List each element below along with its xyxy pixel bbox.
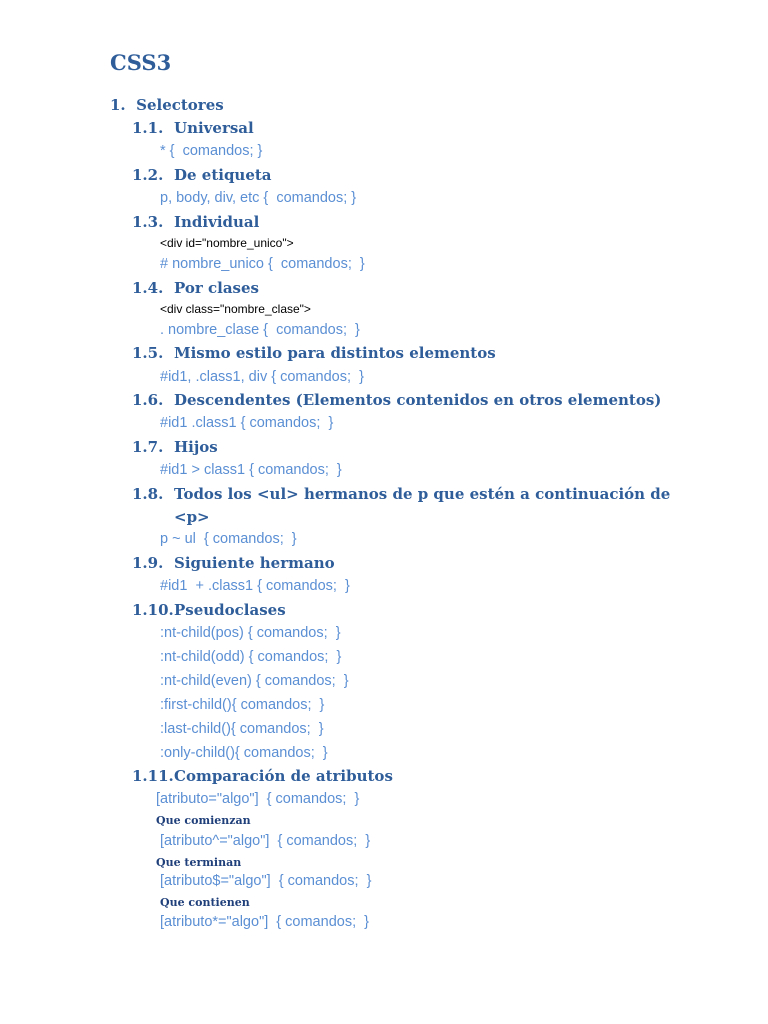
heading-label-continuation: <p> — [174, 508, 210, 526]
code-line: # nombre_unico { comandos; } — [160, 256, 365, 272]
heading-label: Hijos — [174, 438, 218, 456]
heading-label: De etiqueta — [174, 166, 272, 184]
note-label: Que contienen — [160, 896, 250, 909]
heading-label: Todos los <ul> hermanos de p que estén a continuación de — [174, 485, 671, 503]
section-heading — [110, 96, 224, 114]
heading-1-6 — [132, 391, 661, 409]
code-line: #id1 + .class1 { comandos; } — [160, 578, 350, 594]
heading-number: 1.9. — [132, 554, 164, 572]
code-line: [atributo^="algo"] { comandos; } — [160, 833, 371, 849]
heading-label: Individual — [174, 213, 260, 231]
code-line: [atributo*="algo"] { comandos; } — [160, 914, 369, 930]
document-title: CSS3 — [110, 50, 172, 75]
heading-label: Universal — [174, 119, 254, 137]
code-line: :nt-child(odd) { comandos; } — [160, 649, 342, 665]
heading-label: Comparación de atributos — [174, 767, 393, 785]
code-line: #id1, .class1, div { comandos; } — [160, 369, 364, 385]
code-line: #id1 > class1 { comandos; } — [160, 462, 342, 478]
heading-1-8 — [132, 485, 670, 503]
heading-number: 1.8. — [132, 485, 164, 503]
code-line: [atributo="algo"] { comandos; } — [156, 791, 360, 807]
note-label: Que comienzan — [156, 814, 251, 827]
heading-1-7 — [132, 438, 218, 456]
code-line: p ~ ul { comandos; } — [160, 531, 297, 547]
heading-number: 1.3. — [132, 213, 164, 231]
html-snippet: <div class="nombre_clase"> — [160, 302, 311, 316]
code-line: . nombre_clase { comandos; } — [160, 322, 360, 338]
html-snippet: <div id="nombre_unico"> — [160, 236, 294, 250]
code-line: :only-child(){ comandos; } — [160, 745, 328, 761]
code-line: :first-child(){ comandos; } — [160, 697, 325, 713]
code-line: [atributo$="algo"] { comandos; } — [160, 873, 372, 889]
heading-label: Por clases — [174, 279, 259, 297]
section-label: Selectores — [136, 96, 224, 114]
heading-number: 1.7. — [132, 438, 164, 456]
code-line: #id1 .class1 { comandos; } — [160, 415, 334, 431]
code-line: :nt-child(pos) { comandos; } — [160, 625, 341, 641]
heading-number: 1.2. — [132, 166, 164, 184]
heading-label: Siguiente hermano — [174, 554, 335, 572]
heading-number: 1.10. — [132, 601, 174, 619]
heading-number: 1.4. — [132, 279, 164, 297]
heading-number: 1.11. — [132, 767, 174, 785]
section-number: 1. — [110, 96, 126, 114]
heading-label: Pseudoclases — [174, 601, 286, 619]
heading-1-1 — [132, 119, 254, 137]
code-line: :last-child(){ comandos; } — [160, 721, 324, 737]
heading-number: 1.1. — [132, 119, 164, 137]
note-label: Que terminan — [156, 856, 242, 869]
code-line: * { comandos; } — [160, 143, 263, 159]
heading-number: 1.6. — [132, 391, 164, 409]
heading-1-3 — [132, 213, 259, 231]
heading-1-4 — [132, 279, 259, 297]
heading-1-9 — [132, 554, 335, 572]
heading-1-10 — [132, 601, 286, 619]
code-line: p, body, div, etc { comandos; } — [160, 190, 357, 206]
heading-label: Descendentes (Elementos contenidos en otros elementos) — [174, 391, 662, 409]
heading-1-2 — [132, 166, 272, 184]
heading-number: 1.5. — [132, 344, 164, 362]
heading-1-11 — [132, 767, 393, 785]
heading-1-5 — [132, 344, 496, 362]
code-line: :nt-child(even) { comandos; } — [160, 673, 349, 689]
heading-label: Mismo estilo para distintos elementos — [174, 344, 496, 362]
